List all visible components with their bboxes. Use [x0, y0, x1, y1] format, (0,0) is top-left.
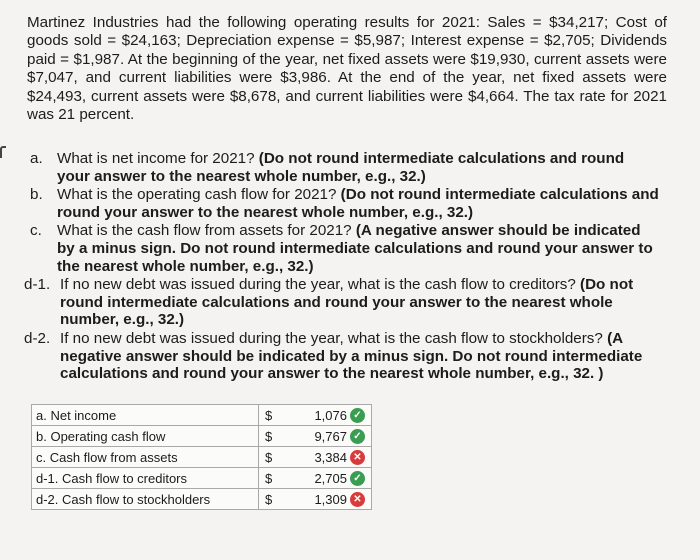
answer-value-wrap	[314, 408, 365, 423]
answer-input-cell[interactable]	[291, 468, 372, 489]
question-text	[60, 330, 660, 383]
question-d2	[24, 330, 660, 383]
question-prompt: If no new debt was issued during the year, what is the cash flow to stockholders?	[60, 329, 608, 347]
question-instruction: (A negative answer should be indicated by a minus sign. Do not round intermediate calculations and round your answer to the nearest whole number, e.g., 32.)	[57, 222, 653, 275]
check-circle-icon: ✓	[350, 408, 365, 423]
question-prompt: What is net income for 2021?	[57, 150, 259, 167]
question-prompt: What is the cash flow from assets for 2021?	[57, 222, 356, 240]
answer-value[interactable]: 9,767	[314, 428, 347, 444]
currency-symbol: $	[259, 468, 292, 489]
answer-label: b. Operating cash flow	[32, 426, 259, 447]
answer-row	[32, 468, 372, 489]
answer-row	[32, 426, 372, 447]
question-letter: d-1.	[24, 276, 51, 294]
answer-label: d-1. Cash flow to creditors	[32, 468, 259, 489]
question-letter: d-2.	[24, 329, 51, 347]
question-instruction: (Do not round intermediate calculations and round your answer to the nearest whole number, e.g., 32.)	[57, 150, 625, 185]
x-circle-icon: ✕	[350, 450, 365, 465]
currency-symbol: $	[259, 489, 292, 510]
check-circle-icon: ✓	[350, 471, 365, 486]
answer-row	[32, 489, 372, 510]
question-letter: b.	[30, 186, 43, 204]
answer-value-wrap	[314, 471, 365, 486]
problem-statement: Martinez Industries had the following operating results for 2021: Sales = $34,217; Cost of goods sold = $24,163; Depreciation expense = $5,987; Interest expense = $2,705; Dividends paid = $1,987. At the beginning of the year, net fixed assets were $19,930, current assets were $7,047, and current liabilities were $3,986. At the end of the year, net fixed assets were $24,493, current assets were $8,678, and current liabilities were $4,664. The tax rate for 2021 was 21 percent.	[27, 14, 667, 124]
question-text	[57, 150, 660, 185]
answer-value[interactable]: 3,384	[314, 449, 347, 465]
answer-label: a. Net income	[32, 405, 259, 426]
answer-input-cell[interactable]	[291, 447, 372, 468]
answer-value-wrap	[314, 492, 365, 507]
question-instruction: (Do not round intermediate calculations and round your answer to the nearest whole number, e.g., 32.)	[57, 186, 659, 221]
question-letter: c.	[30, 222, 42, 240]
answer-value[interactable]: 1,309	[314, 491, 347, 507]
answer-label: d-2. Cash flow to stockholders	[32, 489, 259, 510]
question-prompt: If no new debt was issued during the year, what is the cash flow to creditors?	[60, 276, 581, 294]
question-text	[57, 222, 660, 275]
check-circle-icon: ✓	[350, 429, 365, 444]
question-list	[24, 150, 660, 384]
question-text	[57, 186, 660, 221]
answer-row	[32, 447, 372, 468]
answer-value-wrap	[314, 429, 365, 444]
currency-symbol: $	[259, 447, 292, 468]
question-a	[24, 150, 660, 185]
question-text	[60, 276, 660, 329]
currency-symbol: $	[259, 426, 292, 447]
answer-value-wrap	[314, 450, 365, 465]
page-edge-mark	[0, 146, 6, 158]
answer-input-cell[interactable]	[291, 426, 372, 447]
answer-table	[31, 404, 372, 510]
question-b	[24, 186, 660, 221]
question-instruction: (Do not round intermediate calculations and round your answer to the nearest whole number, e.g., 32.)	[60, 276, 634, 329]
answer-value[interactable]: 1,076	[314, 407, 347, 423]
currency-symbol: $	[259, 405, 292, 426]
answer-row	[32, 405, 372, 426]
question-prompt: What is the operating cash flow for 2021?	[57, 186, 341, 204]
question-instruction: (A negative answer should be indicated by a minus sign. Do not round intermediate calculations and round your answer to the nearest whole number, e.g., 32. )	[60, 329, 643, 383]
question-c	[24, 222, 660, 275]
answer-input-cell[interactable]	[291, 405, 372, 426]
x-circle-icon: ✕	[350, 492, 365, 507]
question-d1	[24, 276, 660, 329]
answer-input-cell[interactable]	[291, 489, 372, 510]
question-letter: a.	[30, 150, 43, 167]
answer-label: c. Cash flow from assets	[32, 447, 259, 468]
answer-value[interactable]: 2,705	[314, 470, 347, 486]
